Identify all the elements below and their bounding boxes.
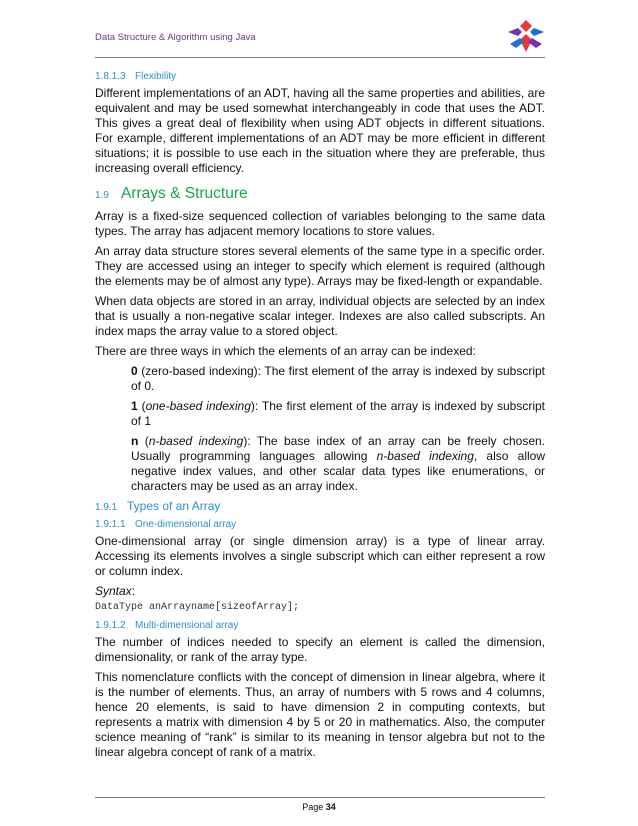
indexing-way-zero — [131, 364, 545, 394]
section-number: 1.9.1 — [95, 502, 118, 513]
indexing-text: ( — [138, 434, 149, 448]
indexing-way-n — [131, 434, 545, 494]
paragraph: Array is a fixed-size sequenced collection of variables belonging to the same data types. The array has adjacent memory locations to store values. — [95, 209, 545, 238]
footer-rule — [95, 797, 545, 798]
indexing-text: ): The first element of the array is indexed by subscript of 1 — [131, 399, 545, 428]
indexing-text: ): The base index of an array can be freely chosen. Usually programming languages allowing — [131, 434, 545, 463]
paragraph: The number of indices needed to specify an element is called the dimension, dimensionality, or rank of the array type. — [95, 635, 545, 664]
heading-one-dimensional — [95, 518, 545, 531]
indexing-key: 0 — [131, 364, 138, 378]
paragraph: An array data structure stores several elements of the same type in a specific order. They are accessed using an integer to specify which element is required (although the elements may be of almost any type). Arrays may be fixed-length or expandable. — [95, 244, 545, 288]
indexing-term: n-based indexing — [148, 434, 244, 448]
paragraph: This nomenclature conflicts with the concept of dimension in linear algebra, where it is the number of elements. Thus, an array of numbers with 5 rows and 4 columns, hence 20 elements, is said to have dimension 2 in computing contexts, but represents a matrix with dimension 4 by 5 or 20 in mathematics. Also, the computer science meaning of “rank” is similar to its meaning in tensor algebra but not to the linear algebra concept of rank of a matrix. — [95, 670, 545, 759]
indexing-text: ( — [137, 399, 146, 413]
code-snippet: DataType anArrayname[sizeofArray]; — [95, 602, 300, 613]
heading-flexibility — [95, 70, 545, 83]
indexing-text: , also allow negative index values, and other scalar data types like enumerations, or characters may be used as an array index. — [131, 449, 545, 493]
paragraph: Different implementations of an ADT, having all the same properties and abilities, are equivalent and may be used somewhat interchangeably in code that uses the ADT. This gives a great deal of flexibility when using ADT objects in different situations. For example, different implementations of an ADT may be more efficient in different situations; it is possible to use each in the situation where they are preferable, thus increasing overall efficiency. — [95, 86, 545, 175]
indexing-way-one — [131, 399, 545, 429]
paragraph: One-dimensional array (or single dimension array) is a type of linear array. Accessing its elements involves a single subscript which can either represent a row or column index. — [95, 534, 545, 578]
syntax-word: Syntax — [95, 584, 132, 598]
section-number: 1.9.1.1 — [95, 519, 126, 530]
section-title: Types of an Array — [127, 499, 221, 513]
header-rule — [95, 57, 545, 58]
section-number: 1.9.1.2 — [95, 620, 126, 631]
indexing-key: n — [131, 434, 139, 448]
heading-multi-dimensional — [95, 619, 545, 632]
syntax-colon: : — [131, 584, 136, 598]
indexing-text: (zero-based indexing): The first element of the array is indexed by subscript of 0. — [131, 364, 545, 393]
section-title: Flexibility — [135, 71, 177, 82]
paragraph: There are three ways in which the elements of an array can be indexed: — [95, 344, 476, 358]
section-title: One-dimensional array — [135, 519, 237, 530]
logo-icon — [506, 18, 546, 54]
indexing-key: 1 — [131, 399, 138, 413]
page-number: 34 — [325, 802, 336, 812]
indexing-term: one-based indexing — [145, 399, 251, 413]
indexing-term: n-based indexing — [376, 449, 474, 463]
page-content — [95, 68, 545, 765]
syntax-label — [95, 584, 545, 599]
page-footer — [0, 802, 638, 812]
heading-types-of-array — [95, 499, 545, 515]
paragraph: When data objects are stored in an array, individual objects are selected by an index that is usually a non-negative scalar integer. Indexes are also called subscripts. An index maps the array value to a stored object. — [95, 294, 545, 338]
section-number: 1.9 — [95, 190, 109, 201]
heading-arrays-structure — [95, 184, 545, 205]
footer-label: Page — [302, 802, 326, 812]
section-number: 1.8.1.3 — [95, 71, 126, 82]
running-header: Data Structure & Algorithm using Java — [95, 32, 256, 43]
section-title: Arrays & Structure — [121, 185, 248, 202]
section-title: Multi-dimensional array — [135, 620, 239, 631]
